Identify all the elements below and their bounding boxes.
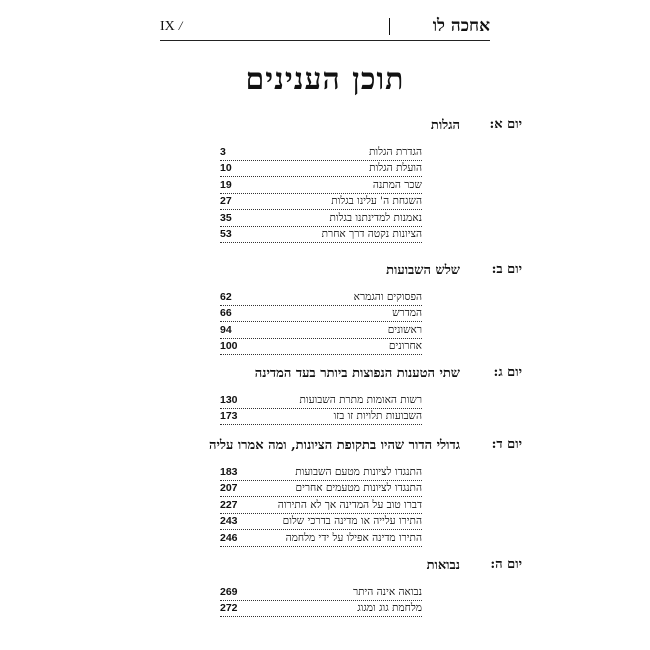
toc-entry[interactable] bbox=[220, 289, 422, 306]
day-label: יום א: bbox=[489, 117, 522, 132]
toc-entry[interactable] bbox=[220, 497, 422, 514]
entry-title: ראשונים bbox=[387, 323, 422, 336]
entry-title: נבואה אינה היתר bbox=[352, 585, 422, 598]
day-label: יום ב: bbox=[491, 262, 522, 277]
entry-title: נאמנות למדינתנו בגלות bbox=[329, 211, 422, 224]
day-label: יום ה: bbox=[490, 557, 522, 572]
entry-page: 207 bbox=[220, 482, 238, 494]
running-header bbox=[160, 14, 490, 41]
entry-page: 3 bbox=[220, 145, 226, 158]
toc-entry[interactable] bbox=[220, 530, 422, 547]
section-title: שלש השבועות bbox=[386, 263, 460, 278]
day-label: יום ג: bbox=[493, 365, 522, 380]
entry-title: המדרש bbox=[392, 307, 422, 319]
toc-entry[interactable] bbox=[220, 392, 422, 409]
entry-title: השבועות תלויות זו בזו bbox=[333, 410, 422, 422]
entry-page: 19 bbox=[220, 178, 232, 191]
entry-page: 243 bbox=[220, 515, 238, 527]
toc-title: תוכן הענינים bbox=[245, 62, 405, 97]
entry-page: 269 bbox=[220, 585, 238, 598]
entry-title: התירו מדינה אפילו על ידי מלחמה bbox=[285, 531, 422, 544]
entry-title: דברו טוב על המדינה אך לא התירוה bbox=[277, 498, 422, 511]
folio-separator: / bbox=[178, 18, 183, 33]
entry-title: רשות האומות מתרת השבועות bbox=[299, 393, 422, 406]
section-title: שתי הטענות הנפוצות ביותר בעד המדינה bbox=[254, 366, 460, 381]
entry-list bbox=[220, 289, 422, 355]
entry-page: 100 bbox=[220, 340, 238, 352]
toc-section-day-1 bbox=[160, 116, 522, 240]
entry-page: 130 bbox=[220, 393, 238, 406]
entry-title: הועלת הגלות bbox=[369, 162, 422, 174]
toc-section-day-5 bbox=[160, 556, 522, 614]
page-number: IX / bbox=[160, 18, 183, 34]
toc-section-day-4 bbox=[160, 436, 522, 544]
entry-title: השגחת ה' עלינו בגלות bbox=[331, 195, 422, 207]
toc-entry[interactable] bbox=[220, 306, 422, 323]
entry-title: שכר המתנה bbox=[372, 178, 422, 191]
entry-page: 66 bbox=[220, 307, 232, 319]
entry-title: הפסוקים והגמרא bbox=[353, 290, 422, 303]
entry-title: אחרונים bbox=[388, 340, 422, 352]
entry-page: 227 bbox=[220, 498, 238, 511]
entry-page: 183 bbox=[220, 465, 238, 478]
section-title: הגלות bbox=[430, 118, 460, 133]
toc-entry[interactable] bbox=[220, 227, 422, 244]
toc-entry[interactable] bbox=[220, 339, 422, 356]
entry-list bbox=[220, 584, 422, 617]
entry-title: התנגדו לציונות מטעם השבועות bbox=[295, 465, 422, 478]
entry-list bbox=[220, 392, 422, 425]
toc-entry[interactable] bbox=[220, 210, 422, 227]
entry-page: 53 bbox=[220, 228, 232, 240]
toc-section-day-3 bbox=[160, 364, 522, 422]
entry-title: התנגדו לציונות מטעמים אחרים bbox=[295, 482, 422, 494]
header-divider bbox=[389, 18, 391, 35]
entry-page: 246 bbox=[220, 531, 238, 544]
entry-page: 94 bbox=[220, 323, 232, 336]
entry-page: 27 bbox=[220, 195, 232, 207]
entry-page: 10 bbox=[220, 162, 232, 174]
toc-section-day-2 bbox=[160, 261, 522, 352]
book-title: אחכה לו bbox=[432, 16, 490, 36]
entry-title: התירו עלייה או מדינה בדרכי שלום bbox=[282, 515, 422, 527]
entry-title: מלחמת גוג ומגוג bbox=[357, 602, 422, 614]
entry-page: 62 bbox=[220, 290, 232, 303]
entry-page: 173 bbox=[220, 410, 238, 422]
toc-entry[interactable] bbox=[220, 194, 422, 211]
toc-entry[interactable] bbox=[220, 601, 422, 618]
toc-entry[interactable] bbox=[220, 481, 422, 498]
section-title: נבואות bbox=[426, 558, 460, 573]
section-title: גדולי הדור שהיו בתקופת הציונות, ומה אמרו עליה bbox=[208, 438, 460, 453]
entry-title: הגדרת הגלות bbox=[369, 145, 422, 158]
toc-entry[interactable] bbox=[220, 464, 422, 481]
entry-list bbox=[220, 464, 422, 547]
entry-page: 35 bbox=[220, 211, 232, 224]
toc-entry[interactable] bbox=[220, 177, 422, 194]
toc-entry[interactable] bbox=[220, 144, 422, 161]
toc-entry[interactable] bbox=[220, 584, 422, 601]
entry-page: 272 bbox=[220, 602, 238, 614]
day-label: יום ד: bbox=[491, 437, 522, 452]
toc-entry[interactable] bbox=[220, 409, 422, 426]
toc-entry[interactable] bbox=[220, 161, 422, 178]
toc-entry[interactable] bbox=[220, 322, 422, 339]
toc-entry[interactable] bbox=[220, 514, 422, 531]
entry-list bbox=[220, 144, 422, 243]
entry-title: הציונות נקטה דרך אחרת bbox=[321, 228, 422, 240]
